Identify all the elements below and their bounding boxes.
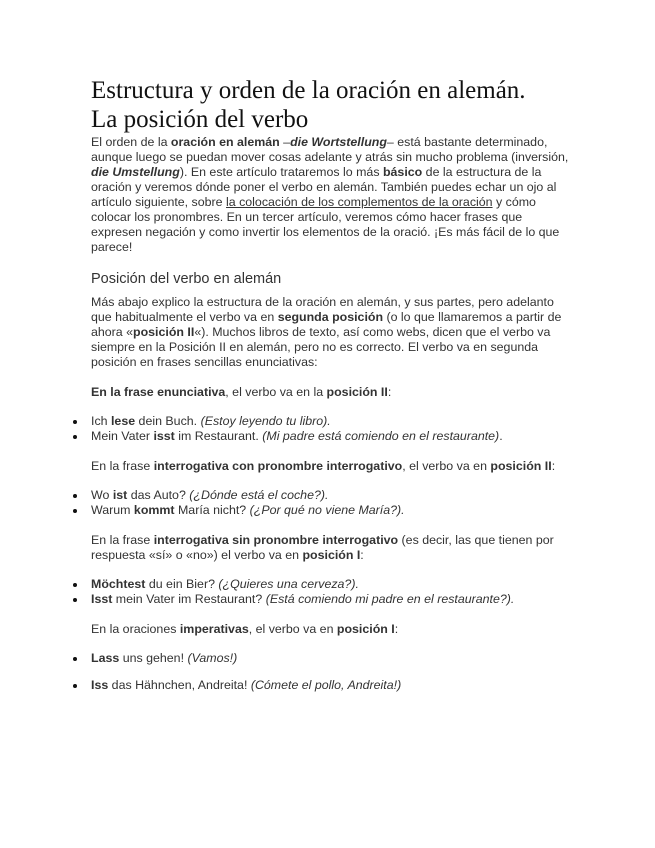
list-item: Warum kommt María nicht? (¿Por qué no viene María?). (91, 503, 571, 518)
complementos-link[interactable]: la colocación de los complementos de la oración (226, 195, 493, 209)
list-item: Ich lese dein Buch. (Estoy leyendo tu libro). (91, 414, 571, 429)
enunciativa-examples (91, 414, 571, 444)
list-item: Möchtest du ein Bier? (¿Quieres una cerveza?). (91, 577, 571, 592)
list-item: Wo ist das Auto? (¿Dónde está el coche?). (91, 488, 571, 503)
title-line-2: La posición del verbo (91, 106, 309, 133)
imperativa-examples (91, 651, 571, 693)
intro-paragraph: El orden de la oración en alemán –die Wortstellung– está bastante determinado, aunque luego se puedan mover cosas adelante y atrás sin mucho problema (inversión, die Umstellung). En este artículo trataremos lo más básico de la estructura de la oración y veremos dónde poner el verbo en alemán. También puedes echar un ojo al artículo siguiente, sobre la colocación de los complementos de la oración y cómo colocar los pronombres. En un tercer artículo, veremos cómo hacer frases que expresen negación y como invertir los elementos de la oració. ¡Es más fácil de lo que parece! (91, 135, 569, 254)
section-intro-paragraph: Más abajo explico la estructura de la oración en alemán, y sus partes, pero adelanto que habitualmente el verbo va en segunda posición (o lo que llamaremos a partir de ahora «posición II«). Muchos libros de texto, así como webs, dicen que el verbo va siempre en la Posición II en alemán, pero no es correcto. El verbo va en segunda posición en frases sencillas enunciativas: (91, 295, 562, 369)
list-item: Isst mein Vater im Restaurant? (Está comiendo mi padre en el restaurante?). (91, 592, 571, 607)
enunciativa-lead: En la frase enunciativa, el verbo va en la posición II: (91, 385, 392, 399)
article-title (91, 76, 571, 134)
imperativa-lead: En la oraciones imperativas, el verbo va en posición I: (91, 622, 399, 636)
interrogativa-con-examples (91, 488, 571, 518)
interrogativa-sin-examples (91, 577, 571, 607)
list-item: Iss das Hähnchen, Andreita! (Cómete el pollo, Andreita!) (91, 678, 571, 693)
interrogativa-con-lead: En la frase interrogativa con pronombre interrogativo, el verbo va en posición II: (91, 459, 556, 473)
article (91, 76, 571, 693)
list-item: Lass uns gehen! (Vamos!) (91, 651, 571, 666)
title-line-1: Estructura y orden de la oración en alemán. (91, 77, 526, 104)
interrogativa-sin-lead: En la frase interrogativa sin pronombre interrogativo (es decir, las que tienen por respuesta «sí» o «no») el verbo va en posición I: (91, 533, 554, 562)
section-heading: Posición del verbo en alemán (91, 271, 282, 287)
list-item: Mein Vater isst im Restaurant. (Mi padre está comiendo en el restaurante). (91, 429, 571, 444)
